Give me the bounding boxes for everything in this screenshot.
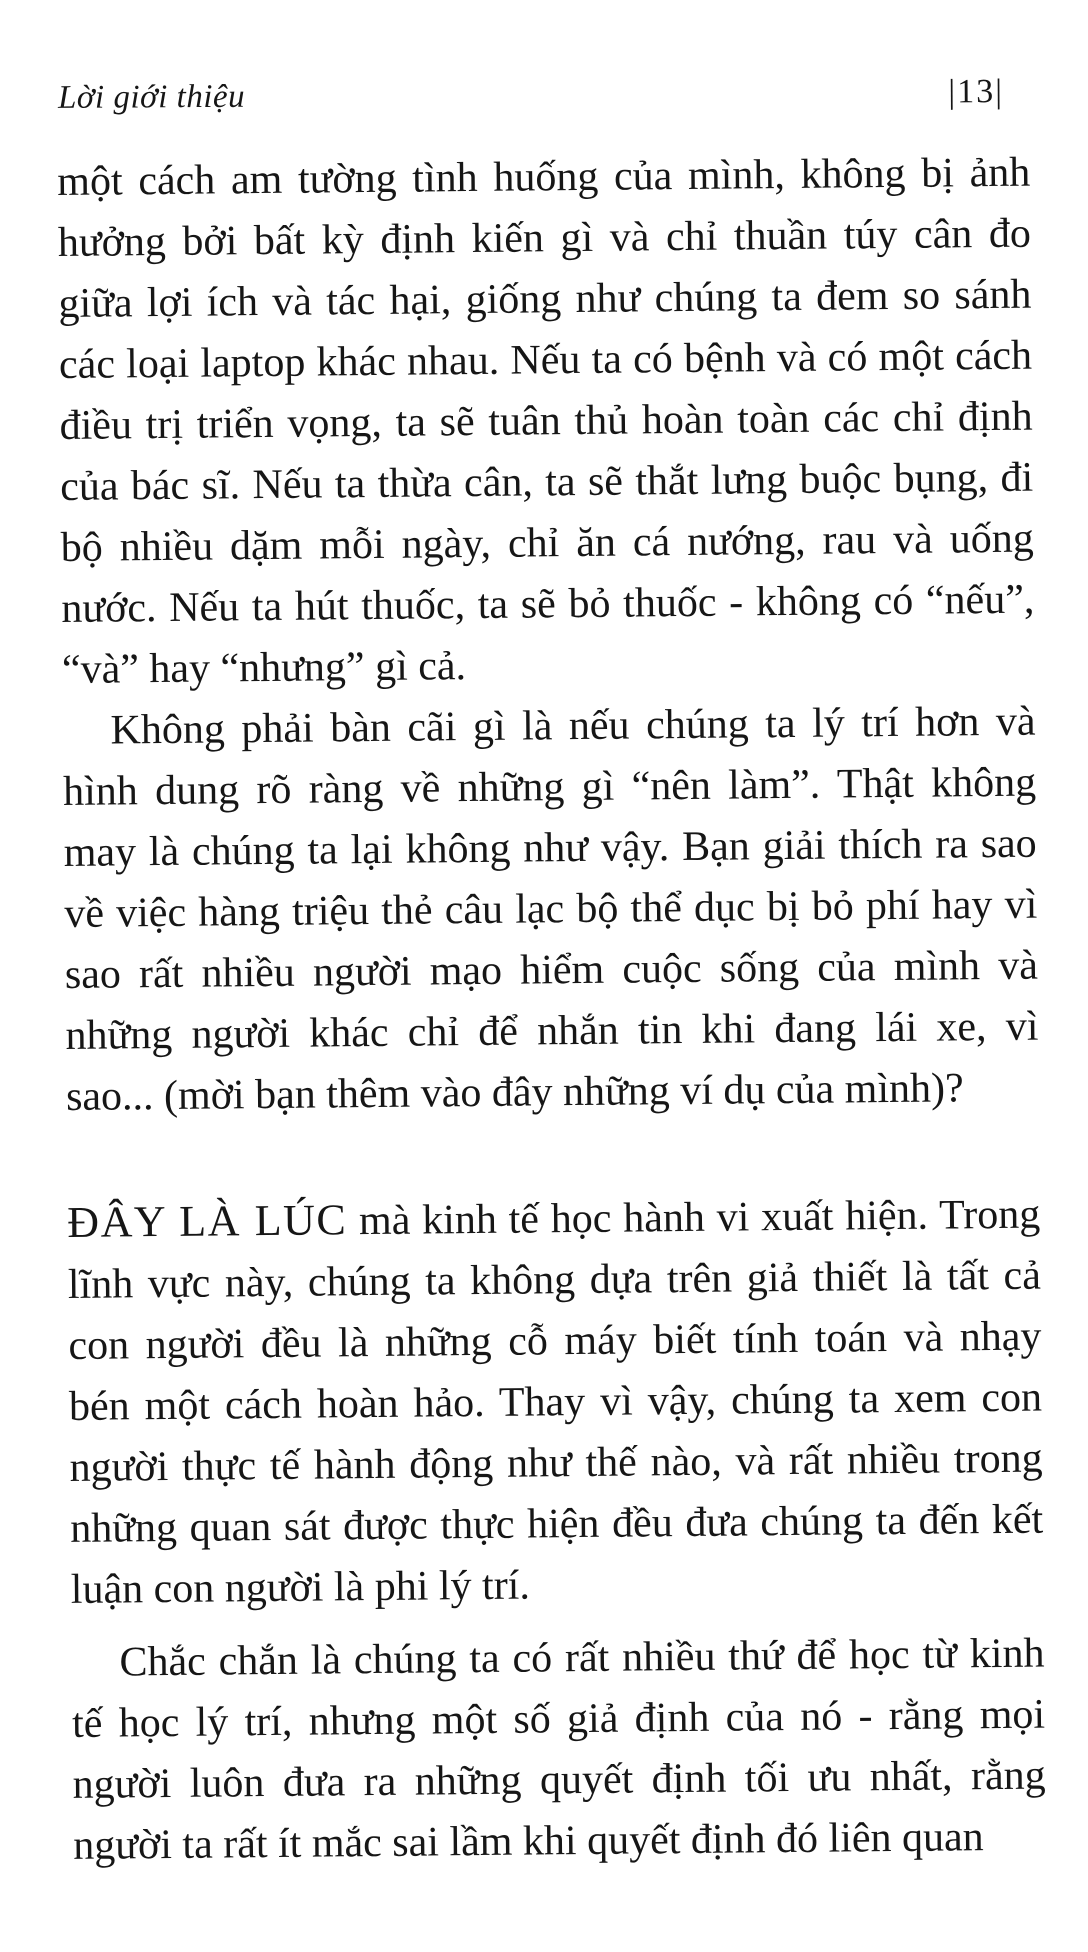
- paragraph-3-section-start: [67, 1183, 1044, 1621]
- paragraph-2: Không phải bàn cãi gì là nếu chúng ta lý trí hơn và hình dung rõ ràng về những gì “nên làm”. Thật không may là chúng ta lại không như vậy. Bạn giải thích ra sao về việc hàng triệu thẻ câu lạc bộ thể dục bị bỏ phí hay vì sao rất nhiều người mạo hiểm cuộc sống của mình và những người khác chỉ để nhắn tin khi đang lái xe, vì sao... (mời bạn thêm vào đây những ví dụ của mình)?: [62, 698, 1039, 1120]
- paragraph-continuation: một cách am tường tình huống của mình, không bị ảnh hưởng bởi bất kỳ định kiến gì và chỉ thuần túy cân đo giữa lợi ích và tác hại, giống như chúng ta đem so sánh các loại laptop khác nhau. Nếu ta có bệnh và có một cách điều trị triển vọng, ta sẽ tuân thủ hoàn toàn các chỉ định của bác sĩ. Nếu ta thừa cân, ta sẽ thắt lưng buộc bụng, đi bộ nhiều dặm mỗi ngày, chỉ ăn cá nướng, rau và uống nước. Nếu ta hút thuốc, ta sẽ bỏ thuốc - không có “nếu”, “và” hay “nhưng” gì cả.: [57, 149, 1035, 693]
- paragraph-4: Chắc chắn là chúng ta có rất nhiều thứ để học từ kinh tế học lý trí, nhưng một số giả định của nó - rằng mọi người luôn đưa ra những quyết định tối ưu nhất, rằng người ta rất ít mắc sai lầm khi quyết định đó liên quan: [71, 1630, 1046, 1869]
- paragraph-3-text: mà kinh tế học hành vi xuất hiện. Trong lĩnh vực này, chúng ta không dựa trên giả thiết là tất cả con người đều là những cỗ máy biết tính toán và nhạy bén một cách hoàn hảo. Thay vì vậy, chúng ta xem con người thực tế hành động như thế nào, và rất nhiều trong những quan sát được thực hiện đều đưa chúng ta đến kết luận con người là phi lý trí.: [67, 1191, 1044, 1613]
- page-body: [57, 143, 1047, 1877]
- page-header: [58, 73, 1004, 117]
- page-number: |13|: [948, 73, 1005, 111]
- section-lead-caps: ĐÂY LÀ LÚC: [67, 1195, 348, 1247]
- running-title: Lời giới thiệu: [57, 78, 246, 116]
